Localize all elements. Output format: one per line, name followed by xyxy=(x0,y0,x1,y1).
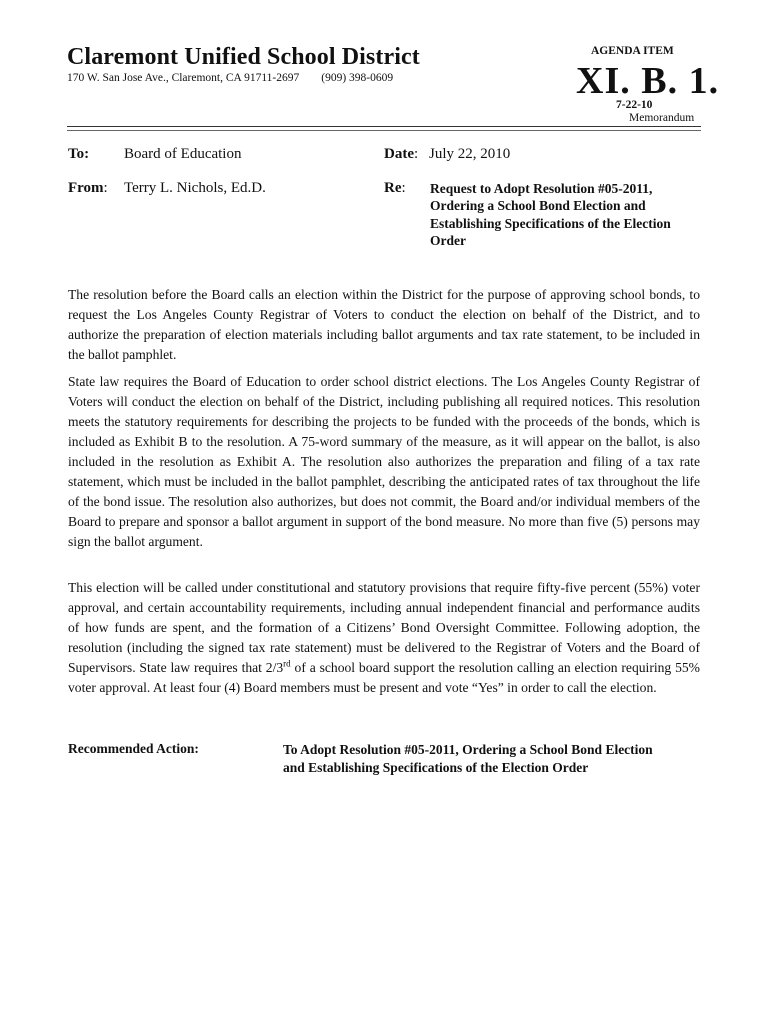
agenda-item-label: AGENDA ITEM xyxy=(591,45,674,57)
date-label-colon: : xyxy=(414,146,419,162)
paragraph-3-part-1: This election will be called under constitutional and statutory provisions that require fifty-five percent (55%) voter approval, and certain accountability requirements, including annual independent financial and performance audits of how funds are spent, and the formation of a Citizens’ Bond Oversight Committee. Following adoption, the resolution (including the signed tax rate statement) must be delivered to the Registrar of Voters and the Board of Supervisors. State law requires that 2/3 xyxy=(68,580,700,675)
header-divider-bottom xyxy=(67,130,701,131)
paragraph-3-part-2: of a school board support the resolution calling an election requiring 55% voter approval. At least four (4) Board members must be present and vote “Yes” in order to call the election. xyxy=(68,660,700,695)
re-label-colon: : xyxy=(401,180,406,196)
to-value: Board of Education xyxy=(124,146,242,162)
body-paragraph-1: The resolution before the Board calls an election within the District for the purpose of approving school bonds, to request the Los Angeles County Registrar of Voters to conduct the election on behalf of the District, and to authorize the preparation of election materials including ballot arguments and tax rate statement, to be included in the ballot pamphlet. xyxy=(68,287,700,362)
from-label-colon: : xyxy=(103,180,108,196)
date-value: July 22, 2010 xyxy=(429,146,511,162)
ordinal-superscript: rd xyxy=(283,658,291,669)
address-text: 170 W. San Jose Ave., Claremont, CA 91711-2697 xyxy=(67,72,300,84)
district-address xyxy=(67,72,393,84)
phone-number: (909) 398-0609 xyxy=(321,72,394,84)
recommended-action-label: Recommended Action: xyxy=(68,741,199,756)
document-type: Memorandum xyxy=(629,112,695,124)
from-label xyxy=(68,180,108,197)
to-label: To: xyxy=(68,146,90,162)
from-label-text: From xyxy=(68,180,104,196)
agenda-date: 7-22-10 xyxy=(616,99,653,111)
date-label-text: Date xyxy=(384,146,414,162)
body-paragraph-2: State law requires the Board of Education to order school district elections. The Los Angeles County Registrar of Voters will conduct the election on behalf of the District, including publishing all required notices. This resolution meets the statutory requirements for describing the projects to be funded with the proceeds of the bonds, which is included as Exhibit B to the resolution. A 75-word summary of the measure, as it will appear on the ballot, is also included in the resolution as Exhibit A. The resolution also authorizes the preparation and filing of a tax rate statement, which must be included in the ballot pamphlet, describing the anticipated rates of tax throughout the life of the bond issue. The resolution also authorizes, but does not commit, the Board and/or individual members of the Board to prepare and sponsor a ballot argument in support of the bond measure. No more than five (5) persons may sign the ballot argument. xyxy=(68,374,700,549)
recommended-action-value: To Adopt Resolution #05-2011, Ordering a School Bond Election and Establishing Specifications of the Election Order xyxy=(283,742,653,775)
district-name: Claremont Unified School District xyxy=(67,44,420,70)
re-label-text: Re xyxy=(384,180,402,196)
re-label xyxy=(384,180,406,197)
re-subject: Request to Adopt Resolution #05-2011, Ordering a School Bond Election and Establishing Specifications of the Election Order xyxy=(430,181,671,248)
body-paragraph-3 xyxy=(68,578,700,698)
date-label xyxy=(384,146,418,163)
agenda-item-number: XI. B. 1. xyxy=(576,60,720,102)
from-value: Terry L. Nichols, Ed.D. xyxy=(124,180,266,196)
header-divider-top xyxy=(67,126,701,127)
